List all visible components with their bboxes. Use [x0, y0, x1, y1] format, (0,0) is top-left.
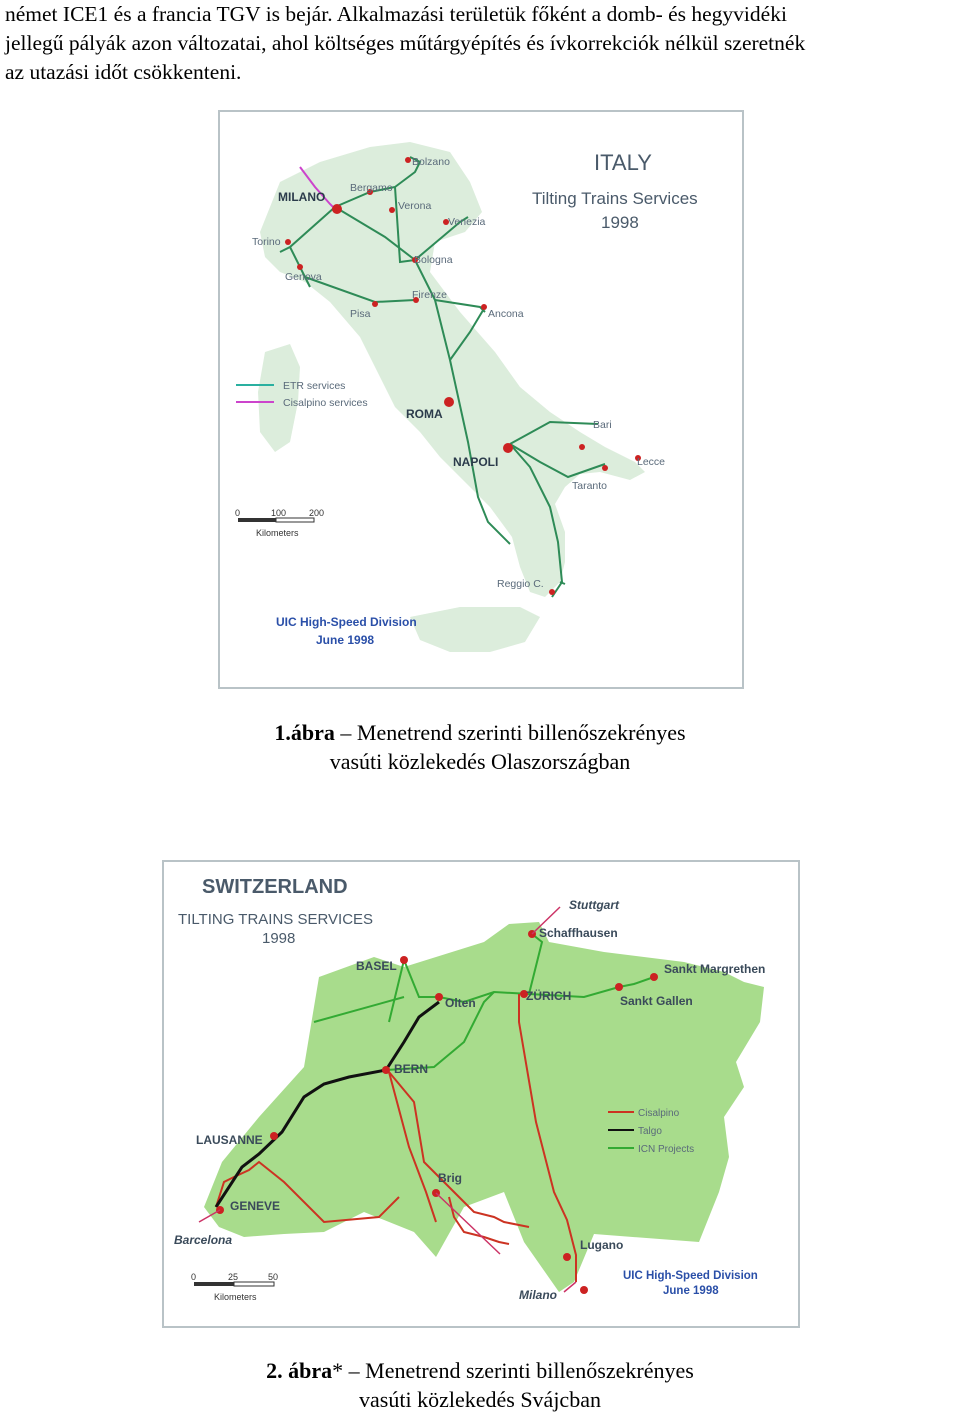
city-lecce: Lecce [637, 456, 666, 468]
switzerland-credit-line1: UIC High-Speed Division [623, 1270, 758, 1282]
body-paragraph [5, 0, 957, 87]
city-bologna: Bologna [414, 254, 453, 266]
city-schaffhausen: Schaffhausen [539, 926, 618, 940]
city-torino: Torino [252, 236, 281, 248]
switzerland-map-subtitle: TILTING TRAINS SERVICES [178, 911, 374, 928]
city-bern: BERN [394, 1062, 429, 1076]
city-bolzano: Bolzano [412, 156, 450, 168]
city-lugano: Lugano [580, 1238, 624, 1252]
city-bari: Bari [593, 419, 612, 431]
italy-scale-tick-0: 0 [235, 508, 241, 518]
paragraph-line-2: jellegű pályák azon változatai, ahol költséges műtárgyépítés és ívkorrekciók nélkül szeretnék [5, 31, 806, 55]
switzerland-credit-line2: June 1998 [663, 1285, 719, 1297]
city-reggio: Reggio C. [497, 578, 544, 590]
city-zurich: ZÜRICH [526, 989, 572, 1003]
city-taranto: Taranto [572, 480, 608, 492]
switzerland-scale-tick-0: 0 [191, 1272, 197, 1282]
city-milano-ch: Milano [519, 1288, 557, 1302]
caption-1-text: – Menetrend szerinti billenőszekrényes [334, 720, 686, 745]
city-barcelona: Barcelona [174, 1233, 233, 1247]
figure-2-caption [0, 1356, 960, 1414]
sicily-land [410, 607, 540, 652]
city-lausanne: LAUSANNE [196, 1133, 263, 1147]
city-stuttgart: Stuttgart [569, 898, 619, 912]
legend-cisalpino-label-ch: Cisalpino [638, 1108, 680, 1119]
switzerland-map-year: 1998 [262, 930, 296, 947]
legend-cisalpino-label: Cisalpino services [283, 397, 368, 409]
italy-scale-tick-200: 200 [309, 508, 325, 518]
city-geneve: GENEVE [230, 1199, 281, 1213]
italy-scale-bar [235, 508, 324, 538]
city-pisa: Pisa [350, 308, 371, 320]
caption-2-line2: vasúti közlekedés Svájcban [359, 1387, 601, 1412]
city-firenze: Firenze [412, 289, 448, 301]
legend-icn-label: ICN Projects [638, 1144, 695, 1155]
italy-map [220, 112, 742, 687]
city-verona: Verona [398, 200, 432, 212]
italy-scale-unit: Kilometers [256, 528, 299, 538]
italy-map-title: ITALY [594, 150, 652, 175]
caption-1-label: 1.ábra [274, 720, 335, 745]
legend-talgo-label: Talgo [638, 1126, 662, 1137]
caption-2-label: 2. ábra [266, 1358, 333, 1383]
switzerland-map-title: SWITZERLAND [202, 876, 348, 898]
city-basel: BASEL [356, 959, 397, 973]
italy-map-year: 1998 [601, 213, 639, 232]
city-roma: ROMA [406, 407, 443, 421]
figure-1-caption [0, 718, 960, 776]
italy-map-subtitle: Tilting Trains Services [532, 189, 698, 208]
switzerland-scale-bar [191, 1272, 278, 1302]
city-sankt-margrethen: Sankt Margrethen [664, 962, 766, 976]
city-napoli: NAPOLI [453, 455, 499, 469]
switzerland-map [164, 862, 798, 1326]
legend-etr-label: ETR services [283, 380, 346, 392]
paragraph-line-3: az utazási időt csökkenteni. [5, 60, 242, 84]
caption-1-line2: vasúti közlekedés Olaszországban [329, 749, 631, 774]
switzerland-scale-unit: Kilometers [214, 1292, 257, 1302]
italy-scale-tick-100: 100 [271, 508, 287, 518]
italy-credit-line1: UIC High-Speed Division [276, 615, 417, 629]
switzerland-scale-tick-25: 25 [228, 1272, 239, 1282]
city-brig: Brig [438, 1171, 462, 1185]
paragraph-line-1: német ICE1 és a francia TGV is bejár. Alkalmazási területük főként a domb- és hegyvidéki [5, 2, 787, 26]
city-olten: Olten [445, 996, 476, 1010]
city-venezia: Venezia [448, 216, 486, 228]
italy-map-figure [218, 110, 744, 689]
switzerland-map-figure [162, 860, 800, 1328]
city-genova: Genova [285, 271, 322, 283]
city-sankt-gallen: Sankt Gallen [620, 994, 693, 1008]
city-bergamo: Bergamo [350, 182, 393, 194]
city-milano: MILANO [278, 190, 326, 204]
city-ancona: Ancona [488, 308, 524, 320]
switzerland-scale-tick-50: 50 [268, 1272, 279, 1282]
italy-credit-line2: June 1998 [316, 633, 375, 647]
caption-2-text: * – Menetrend szerinti billenőszekrényes [332, 1358, 694, 1383]
